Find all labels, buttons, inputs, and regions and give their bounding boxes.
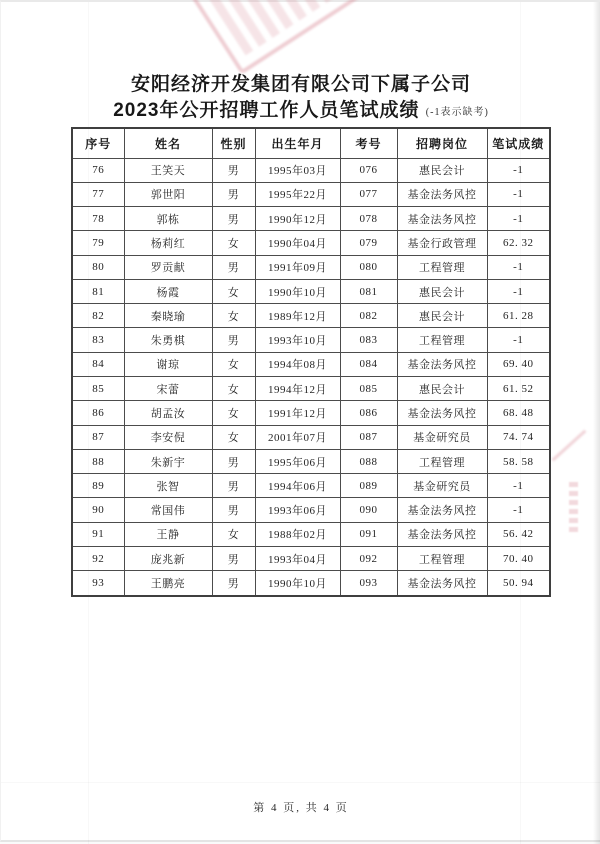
table-row bbox=[72, 231, 550, 255]
table-cell: 93 bbox=[72, 571, 124, 596]
table-cell: 90 bbox=[72, 498, 124, 522]
table-cell: 1993年10月 bbox=[255, 328, 340, 352]
table-cell: 基金法务风控 bbox=[397, 207, 487, 231]
table-cell: 078 bbox=[340, 207, 397, 231]
table-row bbox=[72, 401, 550, 425]
table-row bbox=[72, 547, 550, 571]
table-cell: 女 bbox=[212, 377, 255, 401]
table-cell: 杨霞 bbox=[124, 279, 212, 303]
table-cell: 男 bbox=[212, 328, 255, 352]
table-cell: 081 bbox=[340, 279, 397, 303]
table-cell: 女 bbox=[212, 304, 255, 328]
table-cell: 091 bbox=[340, 522, 397, 546]
table-cell: 089 bbox=[340, 474, 397, 498]
table-cell: 1993年06月 bbox=[255, 498, 340, 522]
absent-note: (-1表示缺考) bbox=[425, 107, 489, 118]
red-seal-stamp-top bbox=[186, 0, 374, 75]
table-cell: 朱勇棋 bbox=[124, 328, 212, 352]
results-table-body bbox=[72, 158, 550, 596]
table-cell: 男 bbox=[212, 449, 255, 473]
table-cell: 郭栋 bbox=[124, 207, 212, 231]
table-cell: 工程管理 bbox=[397, 328, 487, 352]
table-cell: 惠民会计 bbox=[397, 279, 487, 303]
table-cell: 张智 bbox=[124, 474, 212, 498]
table-cell: 基金法务风控 bbox=[397, 522, 487, 546]
table-row bbox=[72, 377, 550, 401]
table-cell: 83 bbox=[72, 328, 124, 352]
table-cell: 1991年12月 bbox=[255, 401, 340, 425]
table-cell: 1994年06月 bbox=[255, 474, 340, 498]
table-cell: 1995年06月 bbox=[255, 449, 340, 473]
table-cell: 1994年12月 bbox=[255, 377, 340, 401]
table-cell: 王鹏亮 bbox=[124, 571, 212, 596]
table-cell: 女 bbox=[212, 279, 255, 303]
column-header: 性别 bbox=[212, 128, 255, 158]
table-cell: 庞兆新 bbox=[124, 547, 212, 571]
table-cell: 70. 40 bbox=[487, 547, 550, 571]
table-cell: 81 bbox=[72, 279, 124, 303]
table-row bbox=[72, 304, 550, 328]
column-header: 姓名 bbox=[124, 128, 212, 158]
table-cell: 079 bbox=[340, 231, 397, 255]
table-cell: -1 bbox=[487, 474, 550, 498]
table-cell: 王静 bbox=[124, 522, 212, 546]
table-cell: 74. 74 bbox=[487, 425, 550, 449]
table-cell: 女 bbox=[212, 401, 255, 425]
table-cell: 80 bbox=[72, 255, 124, 279]
table-cell: 92 bbox=[72, 547, 124, 571]
table-cell: 77 bbox=[72, 182, 124, 206]
table-cell: 男 bbox=[212, 474, 255, 498]
table-cell: 76 bbox=[72, 158, 124, 182]
table-row bbox=[72, 352, 550, 376]
table-cell: 86 bbox=[72, 401, 124, 425]
table-cell: 男 bbox=[212, 255, 255, 279]
results-table-wrap bbox=[71, 127, 549, 597]
table-row bbox=[72, 207, 550, 231]
table-row bbox=[72, 182, 550, 206]
table-cell: 79 bbox=[72, 231, 124, 255]
table-cell: 88 bbox=[72, 449, 124, 473]
table-cell: 1995年22月 bbox=[255, 182, 340, 206]
table-cell: 56. 42 bbox=[487, 522, 550, 546]
table-cell: 093 bbox=[340, 571, 397, 596]
table-cell: 1990年10月 bbox=[255, 571, 340, 596]
table-cell: 076 bbox=[340, 158, 397, 182]
table-cell: 62. 32 bbox=[487, 231, 550, 255]
table-cell: 基金研究员 bbox=[397, 425, 487, 449]
table-cell: 基金法务风控 bbox=[397, 571, 487, 596]
table-cell: 082 bbox=[340, 304, 397, 328]
table-row bbox=[72, 328, 550, 352]
table-cell: 女 bbox=[212, 352, 255, 376]
table-row bbox=[72, 498, 550, 522]
scan-edge-shadow bbox=[593, 2, 600, 844]
red-stamp-text-right bbox=[569, 480, 578, 532]
table-cell: 基金法务风控 bbox=[397, 498, 487, 522]
table-cell: 088 bbox=[340, 449, 397, 473]
table-cell: 工程管理 bbox=[397, 449, 487, 473]
table-cell: 085 bbox=[340, 377, 397, 401]
document-title-line1: 安阳经济开发集团有限公司下属子公司 bbox=[130, 74, 471, 95]
table-cell: 惠民会计 bbox=[397, 158, 487, 182]
table-cell: 男 bbox=[212, 182, 255, 206]
column-header: 招聘岗位 bbox=[397, 128, 487, 158]
document-title-line2 bbox=[1, 98, 600, 125]
column-header: 序号 bbox=[72, 128, 124, 158]
results-table bbox=[71, 127, 551, 597]
table-cell: -1 bbox=[487, 255, 550, 279]
table-cell: -1 bbox=[487, 207, 550, 231]
page-number-footer: 第 4 页, 共 4 页 bbox=[253, 802, 349, 814]
table-cell: 工程管理 bbox=[397, 547, 487, 571]
table-cell: 91 bbox=[72, 522, 124, 546]
table-cell: 谢琼 bbox=[124, 352, 212, 376]
table-cell: 61. 52 bbox=[487, 377, 550, 401]
table-cell: 男 bbox=[212, 571, 255, 596]
table-cell: 胡孟汝 bbox=[124, 401, 212, 425]
table-cell: 朱新宇 bbox=[124, 449, 212, 473]
table-cell: 080 bbox=[340, 255, 397, 279]
table-cell: 89 bbox=[72, 474, 124, 498]
table-cell: -1 bbox=[487, 182, 550, 206]
table-cell: 1991年09月 bbox=[255, 255, 340, 279]
table-cell: 常国伟 bbox=[124, 498, 212, 522]
table-cell: 宋蕾 bbox=[124, 377, 212, 401]
column-header: 笔试成绩 bbox=[487, 128, 550, 158]
table-cell: 077 bbox=[340, 182, 397, 206]
table-row bbox=[72, 255, 550, 279]
table-cell: 87 bbox=[72, 425, 124, 449]
table-cell: 1995年03月 bbox=[255, 158, 340, 182]
column-header: 出生年月 bbox=[255, 128, 340, 158]
table-row bbox=[72, 522, 550, 546]
table-row bbox=[72, 449, 550, 473]
table-cell: 罗贡献 bbox=[124, 255, 212, 279]
table-row bbox=[72, 425, 550, 449]
table-cell: 090 bbox=[340, 498, 397, 522]
table-cell: 女 bbox=[212, 522, 255, 546]
table-cell: 男 bbox=[212, 158, 255, 182]
table-cell: 基金法务风控 bbox=[397, 401, 487, 425]
table-cell: 基金法务风控 bbox=[397, 182, 487, 206]
table-cell: 女 bbox=[212, 425, 255, 449]
table-cell: -1 bbox=[487, 158, 550, 182]
table-cell: 092 bbox=[340, 547, 397, 571]
table-cell: 1993年04月 bbox=[255, 547, 340, 571]
table-cell: 男 bbox=[212, 547, 255, 571]
table-cell: 1994年08月 bbox=[255, 352, 340, 376]
table-cell: 基金研究员 bbox=[397, 474, 487, 498]
table-row bbox=[72, 158, 550, 182]
table-cell: 084 bbox=[340, 352, 397, 376]
table-cell: 086 bbox=[340, 401, 397, 425]
table-row bbox=[72, 474, 550, 498]
red-stamp-mark-right bbox=[552, 430, 587, 462]
table-cell: 087 bbox=[340, 425, 397, 449]
table-cell: 82 bbox=[72, 304, 124, 328]
table-cell: 男 bbox=[212, 207, 255, 231]
table-cell: 2001年07月 bbox=[255, 425, 340, 449]
table-cell: 工程管理 bbox=[397, 255, 487, 279]
document-title-line2-text: 2023年公开招聘工作人员笔试成绩 bbox=[113, 100, 420, 121]
table-cell: 李安倪 bbox=[124, 425, 212, 449]
document-title-block bbox=[1, 72, 600, 125]
table-cell: 50. 94 bbox=[487, 571, 550, 596]
table-cell: -1 bbox=[487, 279, 550, 303]
table-cell: 男 bbox=[212, 498, 255, 522]
table-cell: -1 bbox=[487, 498, 550, 522]
table-cell: 基金行政管理 bbox=[397, 231, 487, 255]
table-cell: 秦晓瑜 bbox=[124, 304, 212, 328]
table-cell: 1988年02月 bbox=[255, 522, 340, 546]
table-row bbox=[72, 571, 550, 596]
table-cell: 女 bbox=[212, 231, 255, 255]
table-cell: -1 bbox=[487, 328, 550, 352]
results-table-head bbox=[72, 128, 550, 158]
table-cell: 69. 40 bbox=[487, 352, 550, 376]
table-cell: 58. 58 bbox=[487, 449, 550, 473]
table-cell: 84 bbox=[72, 352, 124, 376]
column-header: 考号 bbox=[340, 128, 397, 158]
table-cell: 1990年04月 bbox=[255, 231, 340, 255]
table-cell: 78 bbox=[72, 207, 124, 231]
table-cell: 惠民会计 bbox=[397, 377, 487, 401]
table-cell: 1989年12月 bbox=[255, 304, 340, 328]
table-cell: 68. 48 bbox=[487, 401, 550, 425]
table-cell: 1990年12月 bbox=[255, 207, 340, 231]
header-row bbox=[72, 128, 550, 158]
fold-crease-horizontal bbox=[1, 782, 600, 783]
table-cell: 惠民会计 bbox=[397, 304, 487, 328]
table-cell: 61. 28 bbox=[487, 304, 550, 328]
table-cell: 1990年10月 bbox=[255, 279, 340, 303]
table-cell: 85 bbox=[72, 377, 124, 401]
table-cell: 王笑天 bbox=[124, 158, 212, 182]
table-cell: 基金法务风控 bbox=[397, 352, 487, 376]
table-cell: 083 bbox=[340, 328, 397, 352]
table-cell: 郭世阳 bbox=[124, 182, 212, 206]
table-row bbox=[72, 279, 550, 303]
table-cell: 杨莉红 bbox=[124, 231, 212, 255]
